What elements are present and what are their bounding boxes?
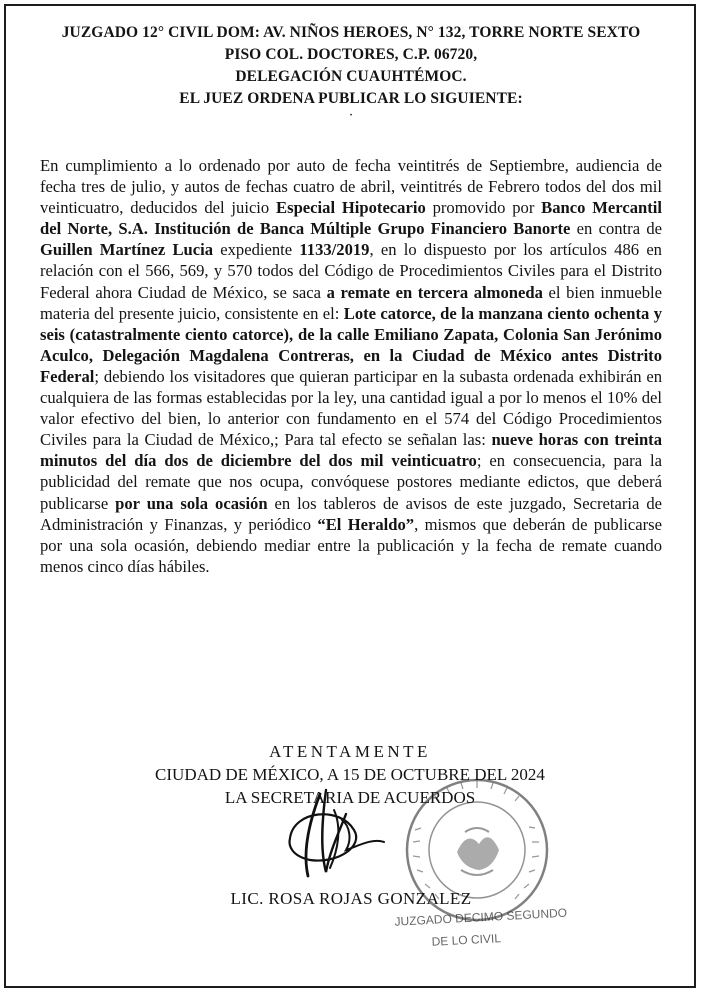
edict-body [40,155,662,577]
body-text-10: , mismos que deberán de publicarse por una sola ocasión, debiendo mediar entre la publicación y la fecha de remate cuando menos cinco días hábiles. [40,514,662,576]
body-bold-4: 1133/2019 [299,240,370,260]
header-line-2: PISO COL. DOCTORES, C.P. 06720, [224,46,478,63]
stamp-line-2: DE LO CIVIL [431,931,502,949]
body-text-9: en los tableros de avisos de este juzgado, Secretaria de Administración y Finanzas, y periódico [40,493,662,534]
closing-secretary-title: LA SECRETARIA DE ACUERDOS [224,788,476,807]
body-bold-9: “El Heraldo” [317,514,415,534]
body-text-2: promovido por [425,198,542,218]
body-bold-8: por una sola ocasión [115,493,268,513]
body-text-3: en contra de [570,219,662,239]
header-line-4: EL JUEZ ORDENA PUBLICAR LO SIGUIENTE: [179,90,523,107]
body-bold-6: Lote catorce, de la manzana ciento ochenta y seis (catastralmente ciento catorce), de la calle Emiliano Zapata, Colonia San Jerónimo Aculco, Delegación Magdalena Contreras, en la Ciudad de México antes Distrito Federal [40,303,662,386]
court-header [0,22,702,122]
stamp-line-1: JUZGADO DECIMO SEGUNDO [394,905,568,929]
body-text-1: En cumplimiento a lo ordenado por auto de fecha veintitrés de Septiembre, audiencia de fecha tres de julio, y autos de fechas cuatro de abril, veintitrés de Febrero todos del dos mil veinticuatro, deducidos del juicio [40,156,662,218]
body-text-4: expediente [213,240,300,260]
body-bold-1: Especial Hipotecario [276,198,426,218]
court-stamp [394,901,576,954]
body-bold-3: Guillen Martínez Lucia [40,240,214,260]
body-text-7: ; debiendo los visitadores que quieran participar en la subasta ordenada exhibirán en cualquiera de las formas establecidas por la ley, una cantidad igual a por lo menos el 10% del valor efectivo del bien, lo anterior con fundamento en el 574 del Código Procedimientos Civiles para la Ciudad de México,; Para tal efecto se señalan las: [40,366,662,450]
closing-atentamente: ATENTAMENTE [269,742,431,761]
body-bold-5: a remate en tercera almoneda [326,282,543,302]
body-text-5: , en lo dispuesto por los artículos 486 en relación con el 566, 569, y 570 todos del Código de Procedimientos Civiles para el Distrito Federal ahora Ciudad de México, se saca [40,240,662,302]
signer-name: LIC. ROSA ROJAS GONZALEZ [230,889,472,908]
body-text-8: ; en consecuencia, para la publicidad del remate que nos ocupa, convóquese postores mediante edictos, que deberá publicarse [40,451,662,513]
header-line-1: JUZGADO 12° CIVIL DOM: AV. NIÑOS HEROES, N° 132, TORRE NORTE SEXTO [61,24,641,41]
closing-place-date: CIUDAD DE MÉXICO, A 15 DE OCTUBRE DEL 2024 [155,765,545,784]
body-bold-7: nueve horas con treinta minutos del día dos de diciembre del dos mil veinticuatro [40,430,662,471]
header-dot: · [349,110,353,121]
body-bold-2: Banco Mercantil del Norte, S.A. Institución de Banca Múltiple Grupo Financiero Banorte [40,198,662,239]
header-line-3: DELEGACIÓN CUAUHTÉMOC. [235,68,467,85]
body-text-6: el bien inmueble materia del presente juicio, consistente en el: [40,282,662,323]
closing-block [80,740,620,809]
